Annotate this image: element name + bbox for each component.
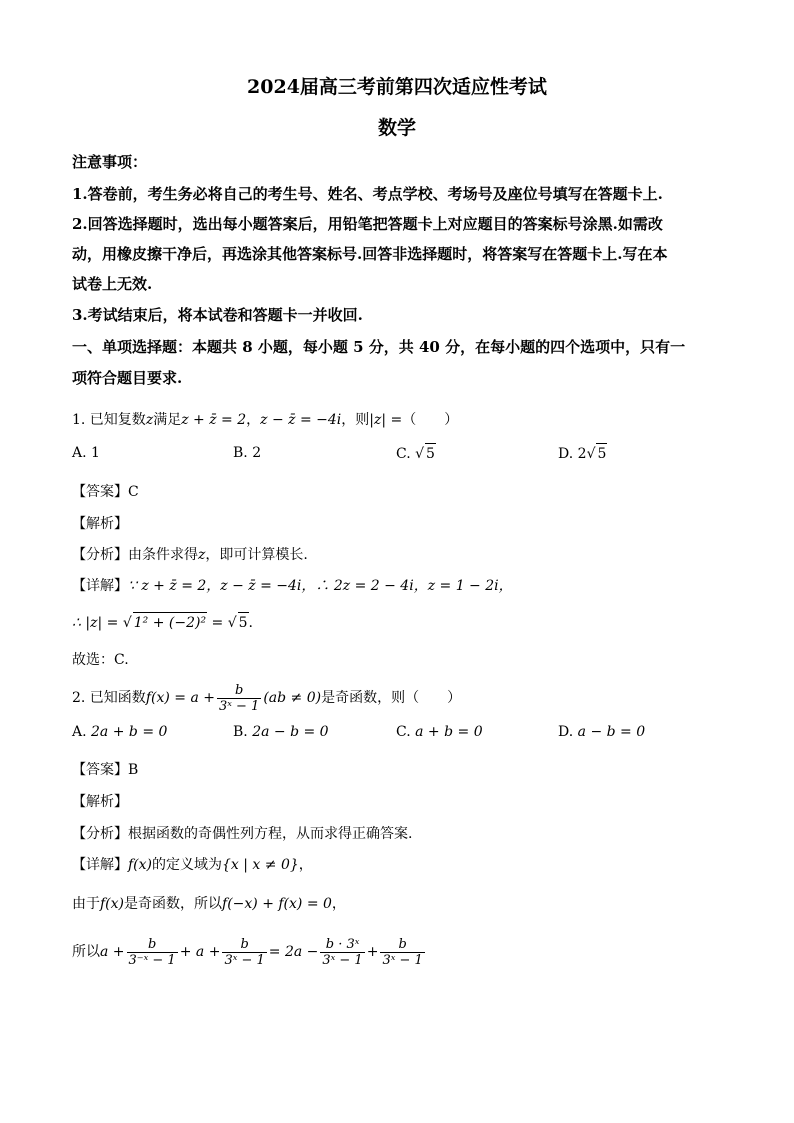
q2-option-a[interactable]: A. 2a + b = 0 [72, 724, 168, 740]
q2-detail-line-3: 所以a + $\frac{b}{\text{3⁻ˣ − 1}}$ + a + $\frac{b}{\text{3ˣ − 1}}$ = 2a − $\frac{\text{b · 3ˣ}}{\text{3ˣ − 1}}$ + $\frac{b}{\text{3ˣ − 1}}$ [72, 936, 423, 968]
exam-title: 2024届高三考前第四次适应性考试 [247, 76, 547, 98]
q1-stem: 1. 已知复数z满足z + z̄ = 2，z − z̄ = −4i，则|z| =（ ） [72, 412, 459, 428]
q2-fraction: $\frac{b}{\text{3ˣ − 1}}$ [218, 682, 260, 714]
q2-fenxi: 【分析】根据函数的奇偶性列方程，从而求得正确答案. [72, 826, 413, 842]
q2-option-c[interactable]: C. a + b = 0 [396, 724, 483, 740]
notice-heading: 注意事项： [72, 153, 148, 171]
notice-item-1: 1.答卷前，考生务必将自己的考生号、姓名、考点学校、考场号及座位号填写在答题卡上. [72, 185, 663, 203]
q2-option-b[interactable]: B. 2a − b = 0 [233, 724, 329, 740]
q1-fenxi: 【分析】由条件求得z，即可计算模长. [72, 547, 308, 563]
section1-heading-line-1: 一、单项选择题：本题共 8 小题，每小题 5 分，共 40 分，在每小题的四个选项中，只有一 [72, 338, 686, 356]
q1-option-b[interactable]: B. 2 [233, 445, 262, 461]
q1-conclusion: 故选：C. [72, 652, 129, 668]
q1-option-c[interactable]: C. √ 5 [396, 443, 436, 464]
q2-detail-line-2: 由于f(x)是奇函数，所以f(−x) + f(x) = 0， [72, 896, 346, 912]
q1-answer: 【答案】C [72, 484, 139, 500]
section1-heading-line-2: 项符合题目要求. [72, 369, 183, 387]
q2-analysis-tag: 【解析】 [72, 794, 128, 810]
q1-detail-line-1: 【详解】∵ z + z̄ = 2，z − z̄ = −4i，∴ 2z = 2 − 4i，z = 1 − 2i， [72, 578, 513, 594]
q1-option-d[interactable]: D. 2√ 5 [558, 443, 607, 464]
notice-item-2-line-2: 动，用橡皮擦干净后，再选涂其他答案标号.回答非选择题时，将答案写在答题卡上.写在本 [72, 245, 668, 263]
q2-option-d[interactable]: D. a − b = 0 [558, 724, 646, 740]
q1-analysis-tag: 【解析】 [72, 516, 128, 532]
q2-detail-line-1: 【详解】f(x)的定义域为{x | x ≠ 0}， [72, 857, 313, 873]
notice-item-3: 3.考试结束后，将本试卷和答题卡一并收回. [72, 306, 363, 324]
subject-title: 数学 [377, 117, 416, 139]
notice-item-2-line-3: 试卷上无效. [72, 275, 153, 293]
q1-detail-line-2: ∴ |z| = √ 1² + (−2)² = √ 5. [72, 612, 253, 633]
q1-option-a[interactable]: A. 1 [72, 445, 100, 461]
notice-item-2-line-1: 2.回答选择题时，选出每小题答案后，用铅笔把答题卡上对应题目的答案标号涂黑.如需改 [72, 215, 663, 233]
q2-stem: 2. 已知函数f(x) = a + $\frac{b}{\text{3ˣ − 1}}$ (ab ≠ 0)是奇函数，则（ ） [72, 682, 462, 714]
q2-answer: 【答案】B [72, 762, 139, 778]
